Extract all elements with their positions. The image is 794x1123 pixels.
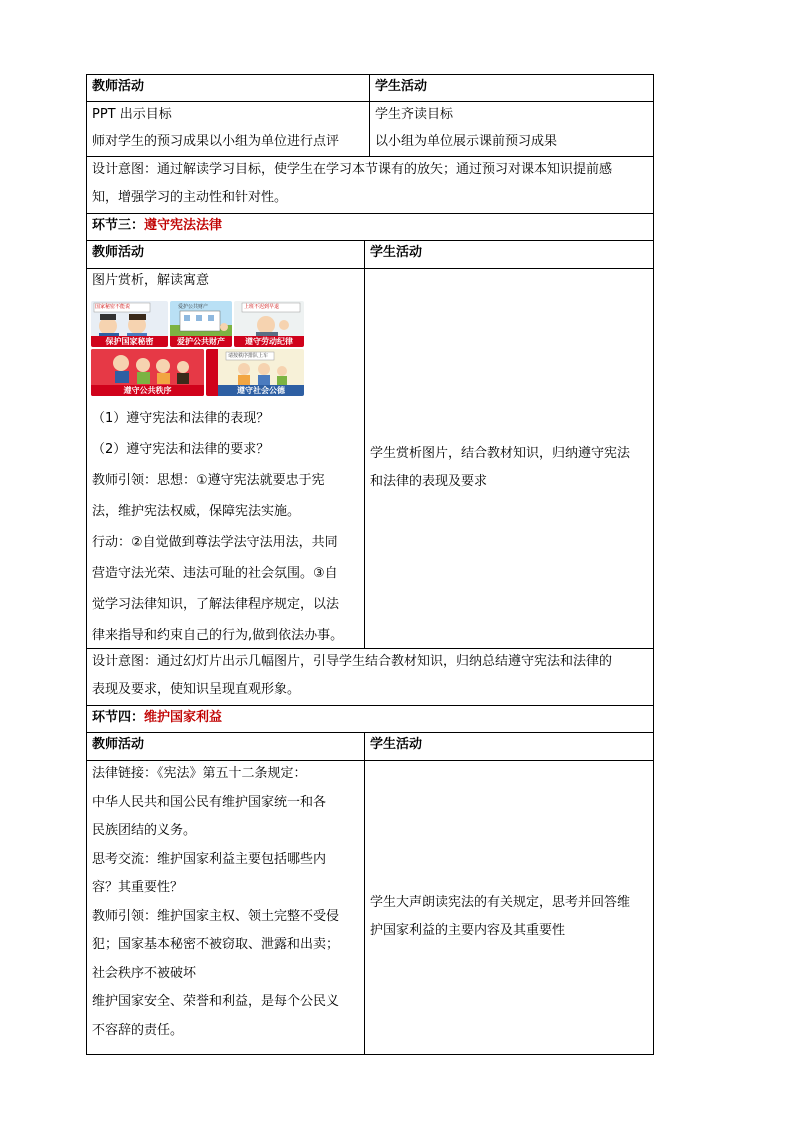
teacher-line: 教师引领：思想：①遵守宪法就要忠于宪 [92, 473, 325, 488]
section4-title-text: 维护国家利益 [144, 710, 223, 725]
image-observe-public-order [91, 349, 204, 396]
image-observe-social-morality [206, 349, 304, 396]
section3-design-intent [88, 648, 654, 704]
table1-teacher-line: PPT 出示目标 [92, 107, 172, 122]
sign-text: 爱护公共财产 [178, 304, 209, 310]
section4-teacher-cell [88, 760, 362, 1045]
section3-teacher-cell [88, 268, 362, 648]
table1-student-line: 以小组为单位展示课前预习成果 [375, 134, 558, 149]
section3-title [88, 213, 652, 240]
student-line: 学生大声朗读宪法的有关规定，思考并回答维 [370, 895, 631, 910]
section4-prefix: 环节四： [92, 710, 145, 725]
teacher-line: 民族团结的义务。 [92, 823, 197, 838]
section3-title-text: 遵守宪法法律 [144, 218, 223, 233]
image-collage [91, 301, 304, 396]
sign-text: 国家秘密不能说 [95, 304, 131, 310]
teacher-line: 容？其重要性？ [92, 880, 184, 895]
teacher-line: 中华人民共和国公民有维护国家统一和各 [92, 794, 327, 810]
section3-prefix: 环节三： [92, 218, 145, 233]
teacher-line: 教师引领：维护国家主权、领土完整不受侵 [92, 908, 340, 924]
section3-student-cell [366, 440, 652, 496]
teacher-line: 法，维护宪法权威，保障宪法实施。 [92, 504, 301, 519]
teacher-line: （1）遵守宪法和法律的表现？ [92, 411, 270, 426]
teacher-line: 法律链接：《宪法》第五十二条规定： [92, 766, 307, 781]
design-intent-line: 知，增强学习的主动性和针对性。 [92, 190, 288, 205]
section3-teacher-text [92, 403, 360, 651]
teacher-line: 社会秩序不被破坏 [92, 965, 197, 981]
image-observe-labor-discipline [234, 301, 304, 347]
teacher-line: 行动：②自觉做到尊法学法守法用法，共同 [92, 535, 338, 550]
design-intent-line: 表现及要求，使知识呈现直观形象。 [92, 682, 301, 697]
image-protect-public-property [170, 301, 232, 347]
table1-header-teacher: 教师活动 [92, 79, 145, 94]
teacher-line: 营造守法光荣、违法可耻的社会氛围。③自 [92, 566, 338, 581]
teacher-line: （2）遵守宪法和法律的要求？ [92, 442, 270, 457]
teacher-line: 犯；国家基本秘密不被窃取、泄露和出卖； [92, 937, 340, 952]
student-line: 学生赏析图片，结合教材知识，归纳遵守宪法 [370, 446, 631, 461]
design-intent-line: 设计意图：通过解读学习目标，使学生在学习本节课有的放矢；通过预习对课本知识提前感 [92, 162, 613, 177]
caption: 遵守社会公德 [218, 385, 304, 396]
table1-design-intent [88, 156, 654, 212]
section3-header-teacher: 教师活动 [92, 245, 145, 260]
table1-student-cell [371, 101, 651, 155]
section3-header-student: 学生活动 [370, 245, 423, 260]
table1-teacher-line: 师对学生的预习成果以小组为单位进行点评 [92, 134, 340, 149]
table1-header-student: 学生活动 [375, 79, 428, 94]
section3-intro: 图片赏析，解读寓意 [92, 273, 210, 288]
student-line: 护国家利益的主要内容及其重要性 [370, 923, 566, 938]
image-protect-state-secrets [91, 301, 168, 347]
section4-student-cell [366, 889, 652, 945]
caption: 遵守公共秩序 [91, 385, 204, 396]
table1-student-line: 学生齐读目标 [375, 107, 454, 122]
design-intent-line: 设计意图：通过幻灯片出示几幅图片，引导学生结合教材知识，归纳总结遵守宪法和法律的 [92, 654, 613, 669]
teacher-line: 思考交流：维护国家利益主要包括哪些内 [92, 851, 327, 867]
caption: 爱护公共财产 [170, 336, 232, 347]
teacher-line: 觉学习法律知识，了解法律程序规定，以法 [92, 597, 340, 612]
sign-text: 请按秩序排队上车 [228, 353, 269, 359]
section4-header-teacher: 教师活动 [92, 737, 145, 752]
section4-title [88, 705, 652, 732]
caption: 遵守劳动纪律 [234, 336, 304, 347]
teacher-line: 维护国家安全、荣誉和利益，是每个公民义 [92, 994, 340, 1009]
sign-text: 上班不迟到早退 [244, 304, 280, 310]
table1-teacher-cell [88, 101, 368, 155]
student-line: 和法律的表现及要求 [370, 474, 488, 489]
section4-header-student: 学生活动 [370, 737, 423, 752]
teacher-line: 不容辞的责任。 [92, 1022, 184, 1038]
teacher-line: 律来指导和约束自己的行为,做到依法办事。 [92, 628, 344, 643]
caption: 保护国家秘密 [91, 336, 168, 347]
